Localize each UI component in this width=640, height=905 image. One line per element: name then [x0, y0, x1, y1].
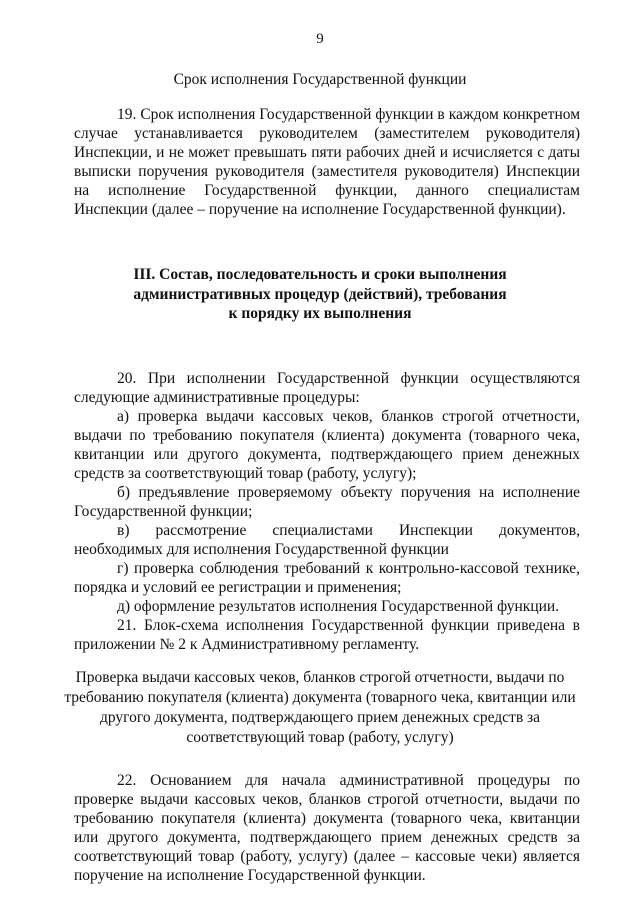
subheading-line-4: соответствующий товар (работу, услугу) — [186, 729, 454, 746]
list-item-d: д) оформление результатов исполнения Государственной функции. — [117, 598, 560, 615]
list-item-b: б) предъявление проверяемому объекту поручения на исполнение Государственной функции; — [74, 484, 580, 520]
list-item-a: а) проверка выдачи кассовых чеков, бланков строгой отчетности, выдачи по требованию покупателя (клиента) документа (товарного чека, квитанции или другого документа, подтверждающего прием денежных средств за соответствующий товар (работу, услугу); — [74, 408, 580, 482]
chapter-heading-line-2: административных процедур (действий), требования — [133, 285, 507, 303]
chapter-heading — [60, 265, 580, 324]
paragraph-20-intro: 20. При исполнении Государственной функции осуществляются следующие административные процедуры: — [74, 370, 580, 406]
subheading-line-3: другого документа, подтверждающего прием денежных средств за — [99, 709, 541, 726]
subheading-line-2: требованию покупателя (клиента) документа (товарного чека, квитанции или — [64, 689, 576, 706]
list-item-v: в) рассмотрение специалистами Инспекции документов, необходимых для исполнения Государственной функции — [74, 522, 580, 558]
paragraph-22: 22. Основанием для начала административной процедуры по проверке выдачи кассовых чеков, бланков строгой отчетности, выдачи по требованию покупателя (клиента) документа (товарного чека, квитанции или другого документа, подтверждающего прием денежных средств за соответствующий товар (работу, услугу) (далее – кассовые чеки) является поручение на исполнение Государственной функции. — [74, 772, 580, 884]
chapter-heading-line-1: III. Состав, последовательность и сроки выполнения — [133, 266, 507, 283]
page-number: 9 — [316, 31, 324, 47]
section-title: Срок исполнения Государственной функции — [173, 71, 467, 88]
chapter-heading-line-3: к порядку их выполнения — [228, 305, 412, 322]
paragraph-21: 21. Блок-схема исполнения Государственной функции приведена в приложении № 2 к Административному регламенту. — [74, 617, 580, 653]
list-item-g: г) проверка соблюдения требований к контрольно-кассовой технике, порядка и условий ее регистрации и применения; — [74, 560, 580, 596]
subheading-line-1: Проверка выдачи кассовых чеков, бланков строгой отчетности, выдачи по — [75, 669, 565, 686]
procedure-subheading — [60, 668, 580, 748]
paragraph-19: 19. Срок исполнения Государственной функции в каждом конкретном случае устанавливается руководителем (заместителем руководителя) Инспекции, и не может превышать пяти рабочих дней и исчисляется с даты выписки поручения руководителя (заместителя руководителя) Инспекции на исполнение Государственной функции, данного специалистам Инспекции (далее – поручение на исполнение Государственной функции). — [74, 106, 580, 218]
